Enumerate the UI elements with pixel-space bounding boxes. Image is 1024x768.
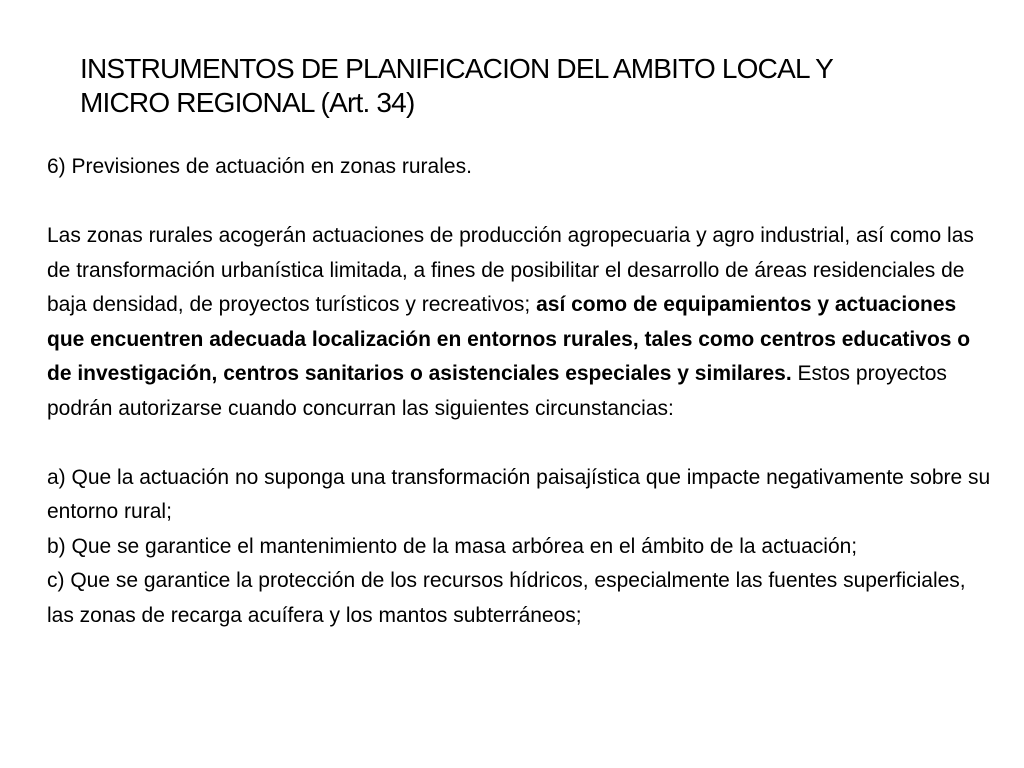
spacer [47, 426, 997, 461]
slide-body [47, 150, 997, 633]
list-item-c: c) Que se garantice la protección de los recursos hídricos, especialmente las fuentes superficiales, las zonas de recarga acuífera y los mantos subterráneos; [47, 569, 966, 627]
paragraph-intro: Las zonas rurales acogerán actuaciones de producción agropecuaria y agro industrial, así como las de transformación urbanística limitada, a fines de posibilitar el desarrollo de áreas residenciales de baja densidad, de proyectos turísticos y recreativos; [47, 224, 974, 316]
list-item-a: a) Que la actuación no suponga una transformación paisajística que impacte negativamente sobre su entorno rural; [47, 465, 991, 523]
spacer [47, 185, 997, 220]
section-heading: 6) Previsiones de actuación en zonas rurales. [47, 155, 472, 178]
slide-title [80, 52, 980, 120]
body-paragraph [47, 219, 997, 426]
paragraph-bold-text: así como de equipamientos y actuaciones que encuentren adecuada localización en entornos rurales, tales como centros educativos o de investigación, centros sanitarios o asistenciales especiales y similares. [47, 293, 971, 385]
slide-title-line-1: INSTRUMENTOS DE PLANIFICACION DEL AMBITO LOCAL Y [80, 53, 834, 84]
list-item-b: b) Que se garantice el mantenimiento de la masa arbórea en el ámbito de la actuación; [47, 534, 858, 558]
slide-title-line-2: MICRO REGIONAL (Art. 34) [80, 87, 415, 118]
paragraph-outro: Estos proyectos podrán autorizarse cuando concurran las siguientes circunstancias: [47, 362, 947, 420]
